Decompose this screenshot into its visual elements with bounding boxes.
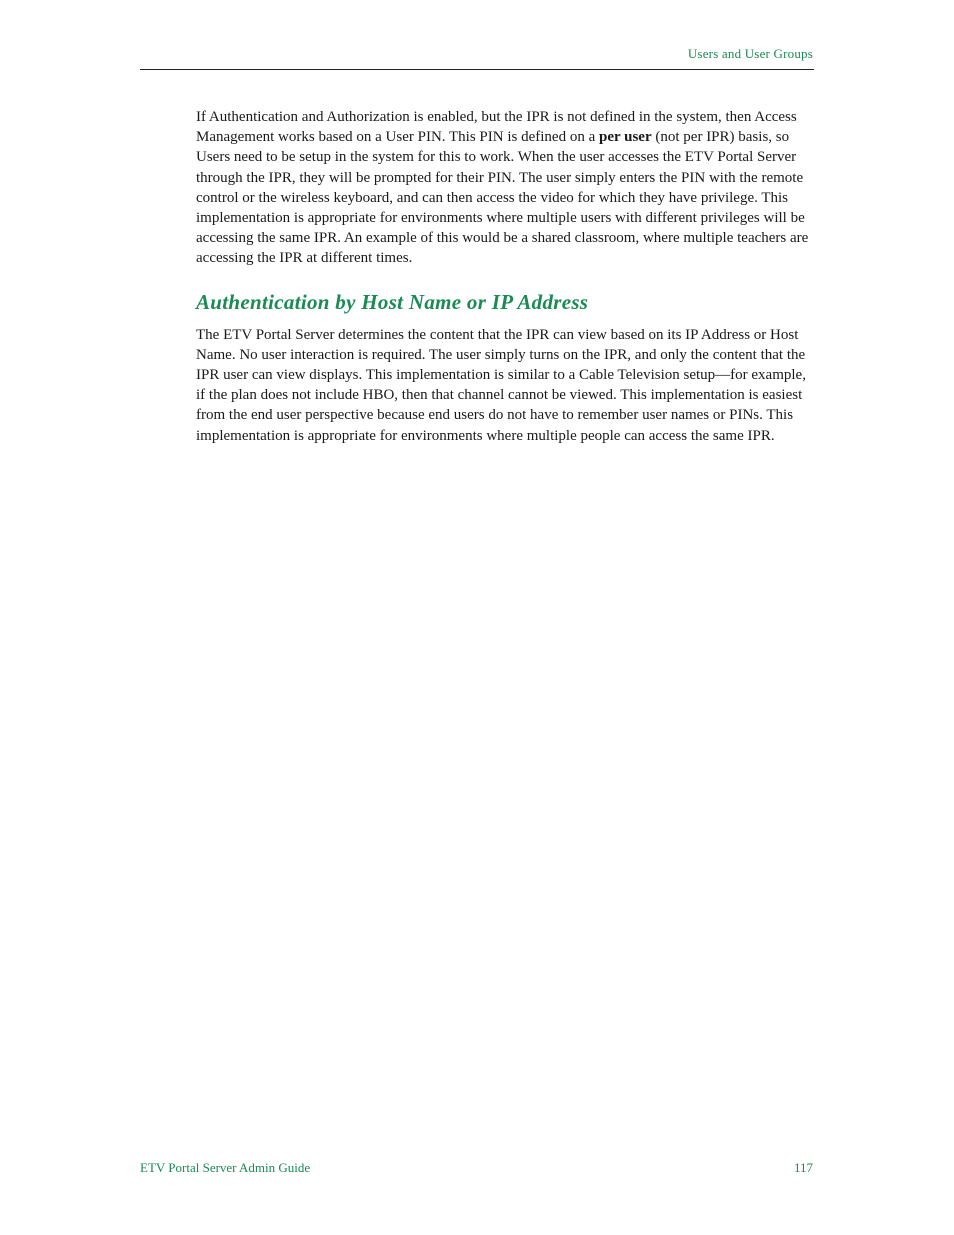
paragraph-user-pin xyxy=(196,107,814,269)
footer-page-number: 117 xyxy=(793,1160,813,1175)
section-heading: Authentication by Host Name or IP Address xyxy=(196,289,589,314)
header-rule xyxy=(140,69,814,70)
page-content xyxy=(196,107,814,446)
emphasis-per-user: per user xyxy=(598,129,652,146)
footer-doc-title: ETV Portal Server Admin Guide xyxy=(140,1160,311,1175)
running-header: Users and User Groups xyxy=(687,46,813,61)
paragraph-text-end: (not per IPR) basis, so Users need to be setup in the system for this to work. When the user accesses the ETV Portal Server through the IPR, they will be prompted for their PIN. The user simply enters the PIN with the remote control or the wireless keyboard, and can then access the video for which they have privilege. This implementation is appropriate for environments where multiple users with different privileges will be accessing the same IPR. An example of this would be a shared classroom, where multiple teachers are accessing the IPR at different times. xyxy=(196,129,809,267)
paragraph-host-name: The ETV Portal Server determines the content that the IPR can view based on its IP Address or Host Name. No user interaction is required. The user simply turns on the IPR, and only the content that the IPR user can view displays. This implementation is similar to a Cable Television setup—for example, if the plan does not include HBO, then that channel cannot be viewed. This implementation is easiest from the end user perspective because end users do not have to remember user names or PINs. This implementation is appropriate for environments where multiple people can access the same IPR. xyxy=(196,326,806,444)
paragraph-text-start: If Authentication and Authorization is enabled, but the IPR is not defined in the system, then Access Management works based on a User PIN. This PIN is defined on a xyxy=(196,109,797,146)
